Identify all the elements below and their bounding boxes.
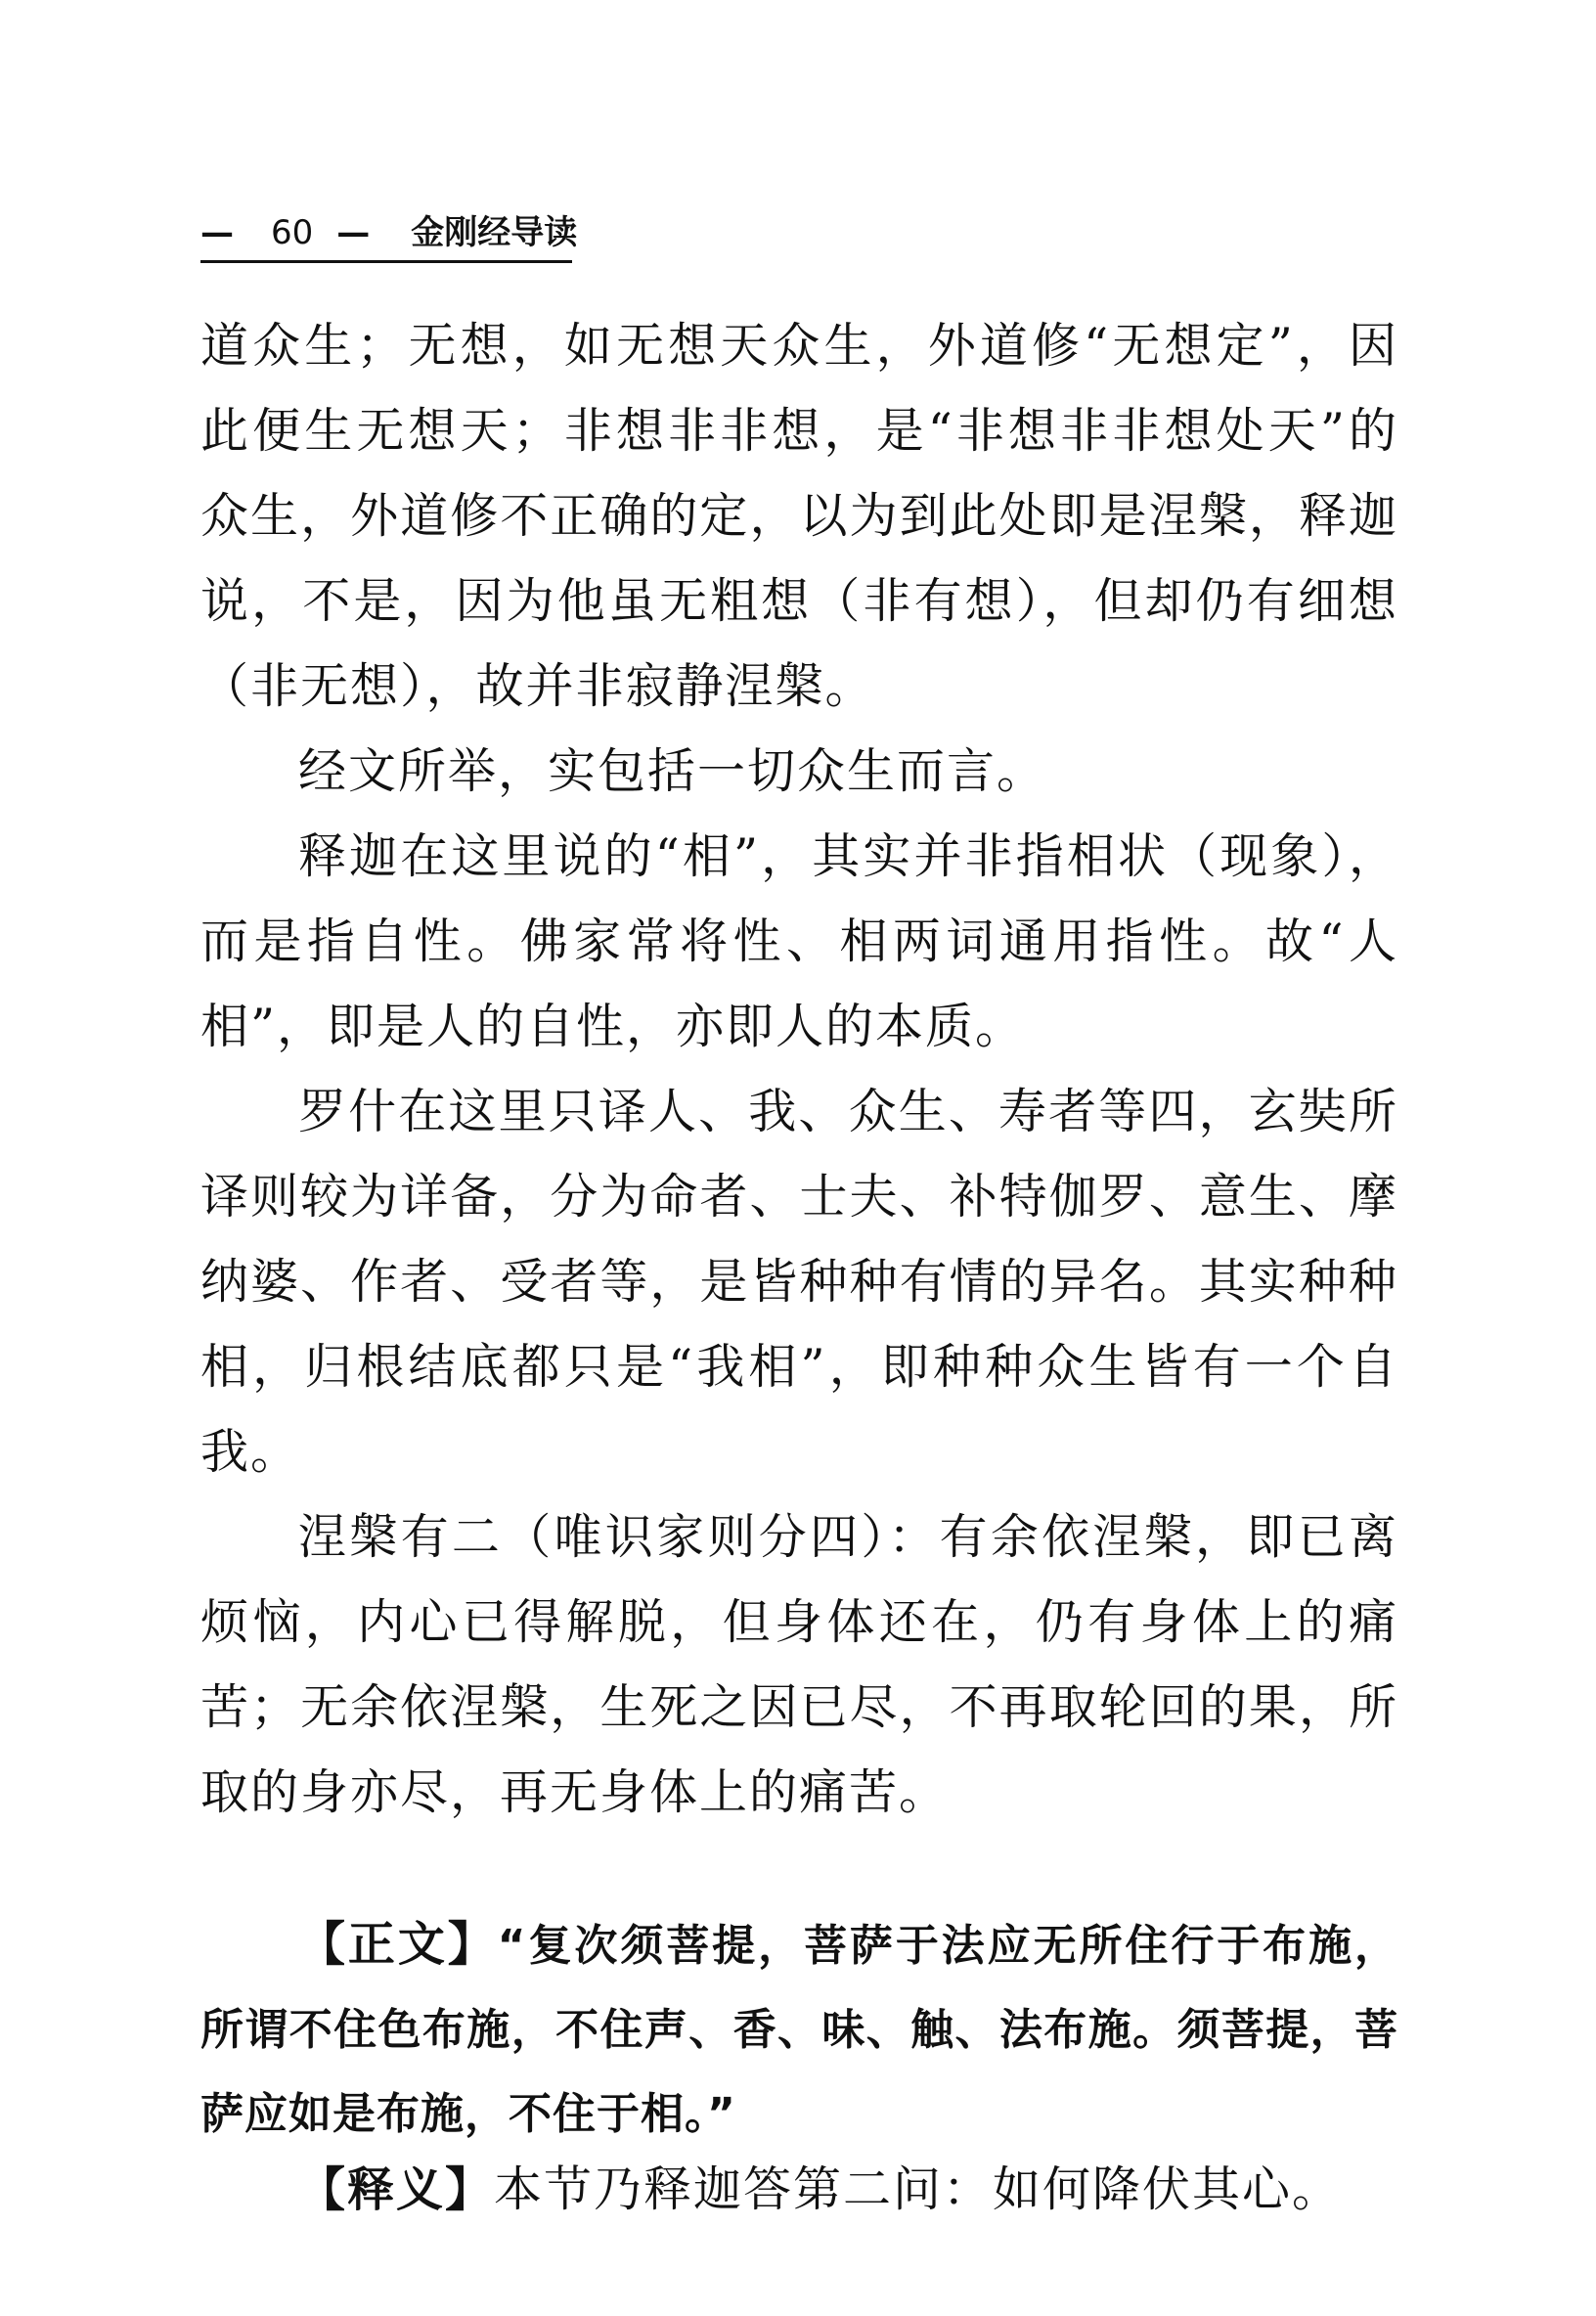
explanation-label: 【释义】: [298, 2162, 495, 2217]
book-title: 金刚经导读: [411, 213, 578, 252]
page-number: 60: [271, 213, 314, 252]
header-dash-right: —: [336, 213, 371, 252]
running-header: [200, 211, 578, 263]
scripture-text: “复次须菩提，菩萨于法应无所住行于布施，所谓不住色布施，不住声、香、味、触、法布施。须菩提，菩萨应如是布施，不住于相。”: [200, 1921, 1398, 2139]
scripture-label: 【正文】: [298, 1917, 498, 1972]
explanation-paragraph: [200, 2147, 1398, 2233]
paragraph: 释迦在这里说的“相”，其实并非指相状（现象），而是指自性。佛家常将性、相两词通用指性。故“人相”，即是人的自性，亦即人的本质。: [200, 828, 1398, 1054]
paragraph: 涅槃有二（唯识家则分四）：有余依涅槃，即已离烦恼，内心已得解脱，但身体还在，仍有身体上的痛苦；无余依涅槃，生死之因已尽，不再取轮回的果，所取的身亦尽，再无身体上的痛苦。: [200, 1509, 1398, 1820]
paragraph: 罗什在这里只译人、我、众生、寿者等四，玄奘所译则较为详备，分为命者、士夫、补特伽罗、意生、摩纳婆、作者、受者等，是皆种种有情的异名。其实种种相，归根结底都只是“我相”，即种种众生皆有一个自我。: [200, 1084, 1398, 1480]
scripture-paragraph: [200, 1902, 1398, 2157]
header-dash-left: —: [200, 213, 234, 252]
scripture-section: [200, 1902, 1398, 2157]
body-text: [200, 303, 1398, 1835]
explanation-text: 本节乃释迦答第二问：如何降伏其心。: [494, 2161, 1343, 2217]
explanation-section: [200, 2147, 1398, 2233]
paragraph-continued: 道众生；无想，如无想天众生，外道修“无想定”，因此便生无想天；非想非非想，是“非想非非想处天”的众生，外道修不正确的定，以为到此处即是涅槃，释迦说，不是，因为他虽无粗想（非有想），但却仍有细想（非无想），故并非寂静涅槃。: [200, 318, 1398, 714]
paragraph: 经文所举，实包括一切众生而言。: [298, 743, 1047, 799]
